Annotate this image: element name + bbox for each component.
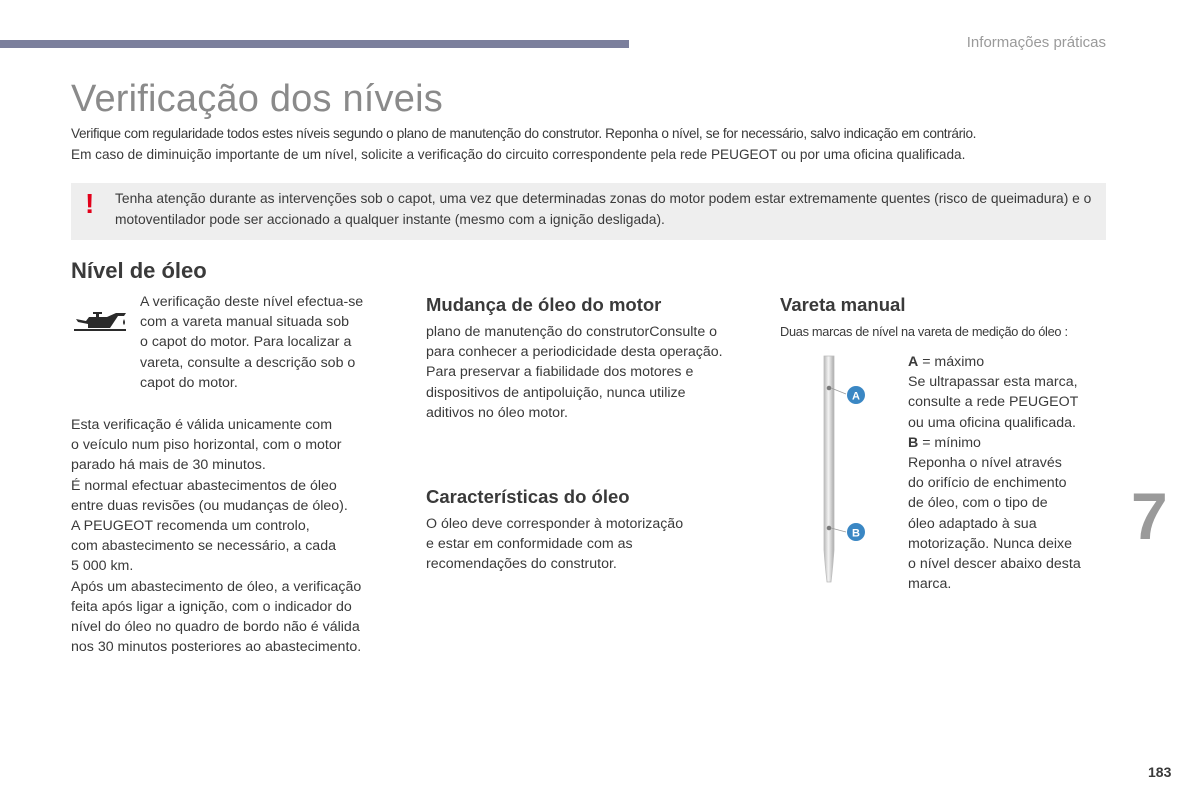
body-line: o veículo num piso horizontal, com o motor [71, 437, 342, 454]
oil-icon-caption [140, 292, 390, 393]
mark-b-line: Reponha o nível através [908, 455, 1062, 472]
caption-line: vareta, consulte a descrição sob o [140, 354, 356, 371]
mark-a-label: = máximo [918, 354, 985, 370]
body-line: com abastecimento se necessário, a cada [71, 538, 336, 555]
body-line: nível do óleo no quadro de bordo não é válida [71, 619, 360, 636]
caption-line: capot do motor. [140, 374, 238, 391]
mark-a-title [908, 352, 1108, 372]
caption-line: com a vareta manual situada sob [140, 314, 349, 331]
mark-a-line: consulte a rede PEUGEOT [908, 394, 1079, 411]
mark-b-title [908, 433, 1108, 453]
oil-change-line: aditivos no óleo motor. [426, 404, 568, 421]
oil-characteristics-line: e estar em conformidade com as [426, 536, 633, 553]
mark-a-line: ou uma oficina qualificada. [908, 414, 1076, 431]
body-line: parado há mais de 30 minutos. [71, 457, 266, 474]
mark-b-line: o nível descer abaixo desta [908, 556, 1081, 573]
mark-a-letter: A [908, 354, 919, 370]
mark-b-label: = mínimo [918, 434, 981, 451]
intro-line: Verifique com regularidade todos estes níveis segundo o plano de manutenção do construtor. Reponha o nível, se for necessário, salvo indicação em contrário. [71, 126, 977, 141]
oil-change-line: Para preservar a fiabilidade dos motores e [426, 364, 694, 381]
dipstick-marks-text [908, 352, 1108, 594]
warning-icon: ! [85, 188, 95, 219]
oil-level-heading: Nível de óleo [71, 258, 207, 283]
chapter-number: 7 [1131, 479, 1168, 553]
oil-change-line: dispositivos de antipoluição, nunca utilize [426, 384, 686, 401]
oil-characteristics-text [426, 514, 746, 575]
mark-b-line: motorização. Nunca deixe [908, 535, 1073, 552]
intro-text [71, 123, 1111, 165]
oil-change-text [426, 322, 766, 423]
dipstick-intro: Duas marcas de nível na vareta de medição do óleo : [780, 324, 1068, 339]
body-line: entre duas revisões (ou mudanças de óleo). [71, 497, 348, 514]
oil-change-line: plano de manutenção do construtorConsulte o [426, 324, 718, 340]
page-title: Verificação dos níveis [71, 78, 443, 120]
mark-b-line: óleo adaptado à sua [908, 515, 1037, 532]
body-line: É normal efectuar abastecimentos de óleo [71, 477, 337, 494]
oil-change-heading: Mudança de óleo do motor [426, 294, 662, 315]
caption-line: A verificação deste nível efectua-se [140, 294, 364, 310]
oil-characteristics-heading: Características do óleo [426, 486, 630, 507]
oil-change-line: para conhecer a periodicidade desta operação. [426, 344, 723, 361]
mark-b-line: de óleo, com o tipo de [908, 495, 1048, 512]
oil-characteristics-line: recomendações do construtor. [426, 556, 617, 573]
section-label: Informações práticas [966, 34, 1106, 51]
intro-line: Em caso de diminuição importante de um nível, solicite a verificação do circuito correspondente pela rede PEUGEOT ou por uma oficina qualificada. [71, 147, 966, 162]
oil-can-icon [74, 310, 128, 334]
body-line: feita após ligar a ignição, com o indicador do [71, 598, 352, 615]
warning-box [71, 183, 1106, 240]
oil-characteristics-line: O óleo deve corresponder à motorização [426, 516, 684, 532]
body-line: 5 000 km. [71, 558, 134, 575]
caption-line: o capot do motor. Para localizar a [140, 334, 352, 351]
dipstick-heading: Vareta manual [780, 294, 906, 315]
mark-a-badge-label: A [852, 390, 860, 403]
body-line: nos 30 minutos posteriores ao abastecimento. [71, 639, 362, 656]
mark-b-line: do orifício de enchimento [908, 475, 1067, 492]
page-number: 183 [1148, 764, 1172, 780]
oil-level-body [71, 415, 401, 657]
body-line: Esta verificação é válida unicamente com [71, 417, 333, 433]
mark-b-badge-label: B [852, 527, 860, 540]
mark-b-line: marca. [908, 576, 952, 593]
body-line: A PEUGEOT recomenda um controlo, [71, 518, 310, 535]
warning-text: Tenha atenção durante as intervenções sob o capot, uma vez que determinadas zonas do motor podem estar extremamente quentes (risco de queimadura) e o motoventilador pode ser accionado a qualquer instante (mesmo com a ignição desligada). [115, 191, 1092, 227]
mark-a-line: Se ultrapassar esta marca, [908, 374, 1078, 391]
mark-b-letter: B [908, 434, 919, 451]
dipstick-illustration [810, 350, 870, 590]
body-line: Após um abastecimento de óleo, a verificação [71, 578, 362, 595]
header-bar [0, 40, 629, 48]
